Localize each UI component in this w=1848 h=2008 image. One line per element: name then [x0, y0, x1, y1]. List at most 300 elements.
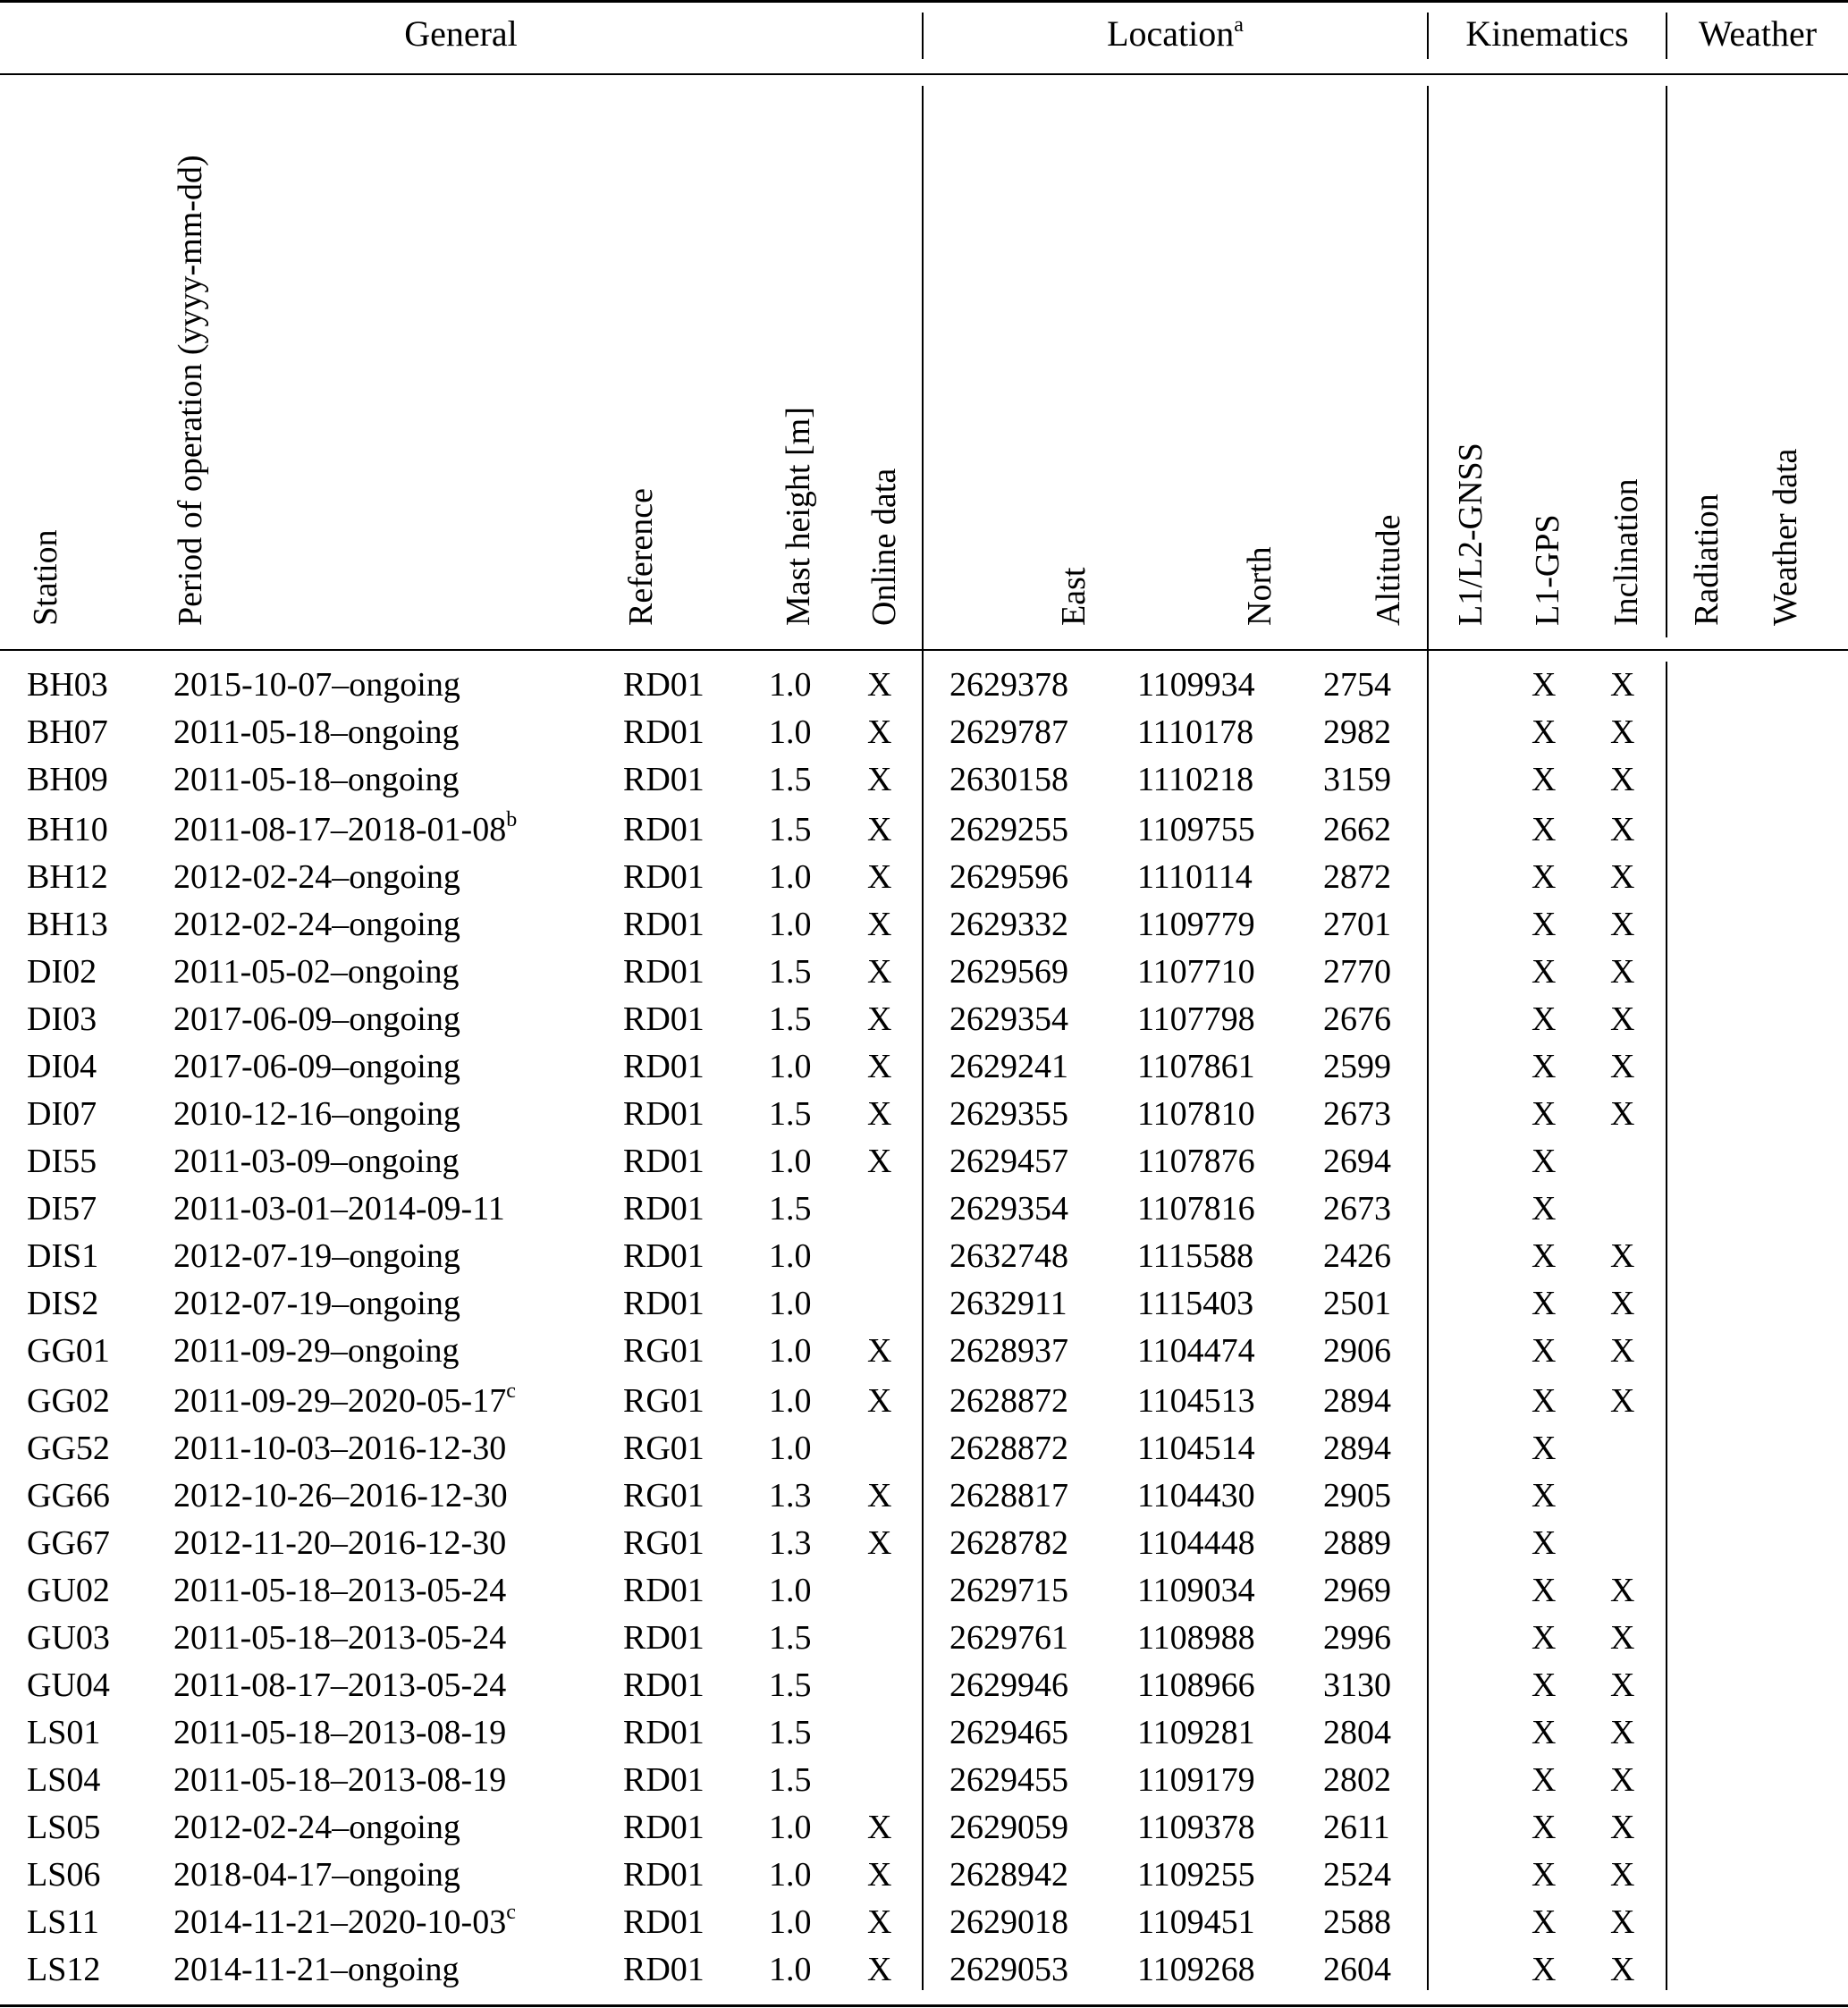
- cell-altitude-value: 2804: [1323, 1714, 1391, 1751]
- cell-north-value: 1109755: [1137, 811, 1255, 848]
- cell-station: [27, 1330, 110, 1371]
- cell-north: [1137, 1141, 1255, 1182]
- cell-online: [867, 904, 891, 945]
- cell-east: [949, 1665, 1068, 1706]
- cell-altitude-value: 2982: [1323, 713, 1391, 751]
- cell-reference-value: RD01: [623, 1761, 705, 1799]
- cell-north-value: 1109378: [1137, 1809, 1255, 1846]
- cell-station-value: DI03: [27, 1000, 97, 1038]
- cell-gps: [1532, 712, 1556, 753]
- cell-reference: [623, 1188, 705, 1229]
- col-reference: Reference: [622, 488, 660, 626]
- cell-period-value: 2011-10-03–2016-12-30: [173, 1430, 507, 1467]
- cell-altitude: [1323, 712, 1391, 753]
- cell-reference-value: RD01: [623, 1048, 705, 1085]
- cell-reference-value: RD01: [623, 1000, 705, 1038]
- cell-altitude: [1323, 1330, 1391, 1371]
- cell-reference: [623, 1759, 705, 1801]
- cell-altitude-value: 2754: [1323, 666, 1391, 704]
- cell-east-value: 2629787: [949, 713, 1068, 751]
- cell-gps-value: X: [1532, 1190, 1557, 1228]
- cell-station-value: GG02: [27, 1382, 110, 1420]
- cell-reference: [623, 1807, 705, 1848]
- cell-east: [949, 1854, 1068, 1895]
- cell-east-value: 2629596: [949, 858, 1068, 896]
- cell-east: [949, 1380, 1068, 1422]
- cell-station: [27, 1807, 100, 1848]
- cell-station: [27, 1093, 97, 1135]
- col-station: Station: [27, 529, 64, 626]
- cell-mast: [769, 1093, 812, 1135]
- footnote-marker: c: [506, 1379, 516, 1404]
- cell-gps-value: X: [1532, 713, 1557, 751]
- cell-station-value: BH07: [27, 713, 108, 751]
- cell-north: [1137, 1665, 1255, 1706]
- cell-inclination-value: X: [1610, 713, 1635, 751]
- cell-mast-value: 1.0: [769, 1809, 812, 1846]
- cell-inclination-value: X: [1610, 1095, 1635, 1133]
- cell-period: [173, 1380, 516, 1422]
- cell-altitude-value: 2770: [1323, 953, 1391, 991]
- cell-period: [173, 1665, 506, 1706]
- cell-altitude: [1323, 1475, 1391, 1516]
- cell-period: [173, 1570, 506, 1611]
- cell-north: [1137, 1712, 1255, 1753]
- cell-period: [173, 1523, 506, 1564]
- cell-reference-value: RD01: [623, 906, 705, 943]
- cell-period-value: 2012-11-20–2016-12-30: [173, 1524, 507, 1562]
- cell-period-value: 2012-07-19–ongoing: [173, 1237, 460, 1275]
- col-l1-gps: L1-GPS: [1529, 514, 1566, 626]
- cell-altitude: [1323, 1188, 1391, 1229]
- cell-gps: [1532, 664, 1556, 705]
- cell-inclination: [1610, 759, 1634, 800]
- cell-north-value: 1109268: [1137, 1951, 1255, 1988]
- cell-altitude: [1323, 1617, 1391, 1658]
- cell-online-value: X: [867, 1477, 892, 1514]
- cell-inclination-value: X: [1610, 953, 1635, 991]
- cell-inclination: [1610, 1380, 1634, 1422]
- cell-gps: [1532, 904, 1556, 945]
- cell-north-value: 1108988: [1137, 1619, 1255, 1657]
- cell-mast-value: 1.3: [769, 1477, 812, 1514]
- cell-station-value: GG01: [27, 1332, 110, 1370]
- cell-gps-value: X: [1532, 1430, 1557, 1467]
- cell-gps: [1532, 1141, 1556, 1182]
- cell-altitude-value: 2872: [1323, 858, 1391, 896]
- cell-reference: [623, 951, 705, 992]
- cell-station-value: GU02: [27, 1572, 110, 1609]
- cell-mast-value: 1.5: [769, 953, 812, 991]
- cell-mast: [769, 1523, 812, 1564]
- footnote-marker: c: [506, 1901, 516, 1925]
- cell-east: [949, 1949, 1068, 1990]
- cell-east-value: 2629455: [949, 1761, 1068, 1799]
- cell-altitude-value: 2524: [1323, 1856, 1391, 1894]
- cell-mast: [769, 999, 812, 1040]
- cell-reference: [623, 1380, 705, 1422]
- cell-east: [949, 1188, 1068, 1229]
- cell-station: [27, 1902, 99, 1943]
- cell-online: [867, 1523, 891, 1564]
- cell-mast: [769, 1236, 812, 1277]
- cell-altitude-value: 2969: [1323, 1572, 1391, 1609]
- cell-mast: [769, 1428, 812, 1469]
- cell-online: [867, 809, 891, 850]
- cell-east: [949, 951, 1068, 992]
- cell-mast: [769, 759, 812, 800]
- cell-altitude-value: 3130: [1323, 1666, 1391, 1704]
- cell-station: [27, 1283, 98, 1324]
- cell-gps-value: X: [1532, 1048, 1557, 1085]
- group-weather-label: Weather: [1698, 13, 1818, 54]
- cell-period-value: 2017-06-09–ongoing: [173, 1048, 460, 1085]
- cell-altitude-value: 2694: [1323, 1143, 1391, 1180]
- cell-station-value: DIS1: [27, 1237, 99, 1275]
- cell-mast-value: 1.5: [769, 1095, 812, 1133]
- cell-east: [949, 809, 1068, 850]
- separator-location-kinematics-body: [1427, 86, 1429, 1990]
- cell-online: [867, 1141, 891, 1182]
- cell-mast: [769, 1949, 812, 1990]
- cell-reference: [623, 856, 705, 898]
- cell-mast: [769, 1188, 812, 1229]
- cell-period-value: 2011-05-18–ongoing: [173, 761, 460, 798]
- col-period: Period of operation (yyyy-mm-dd): [172, 155, 209, 626]
- cell-station-value: LS12: [27, 1951, 101, 1988]
- cell-altitude-value: 2802: [1323, 1761, 1391, 1799]
- cell-period: [173, 1188, 505, 1229]
- cell-north-value: 1110178: [1137, 713, 1254, 751]
- cell-altitude-value: 2701: [1323, 906, 1391, 943]
- cell-gps-value: X: [1532, 1095, 1557, 1133]
- cell-online-value: X: [867, 1856, 892, 1894]
- cell-period: [173, 1949, 459, 1990]
- cell-gps-value: X: [1532, 953, 1557, 991]
- cell-north: [1137, 1093, 1255, 1135]
- cell-gps-value: X: [1532, 811, 1557, 848]
- cell-north-value: 1109034: [1137, 1572, 1255, 1609]
- cell-inclination: [1610, 1283, 1634, 1324]
- cell-station-value: BH12: [27, 858, 108, 896]
- cell-station-value: LS05: [27, 1809, 101, 1846]
- cell-north-value: 1115588: [1137, 1237, 1254, 1275]
- cell-reference: [623, 1902, 705, 1943]
- cell-mast-value: 1.0: [769, 666, 812, 704]
- cell-station-value: BH03: [27, 666, 108, 704]
- cell-gps-value: X: [1532, 761, 1557, 798]
- cell-gps-value: X: [1532, 1524, 1557, 1562]
- cell-east: [949, 1759, 1068, 1801]
- cell-period: [173, 904, 460, 945]
- cell-north-value: 1110218: [1137, 761, 1254, 798]
- cell-station: [27, 1236, 98, 1277]
- cell-period: [173, 1428, 506, 1469]
- group-location: [924, 13, 1427, 55]
- cell-reference-value: RG01: [623, 1524, 705, 1562]
- group-weather: [1667, 13, 1848, 55]
- cell-gps: [1532, 1665, 1556, 1706]
- cell-reference: [623, 1712, 705, 1753]
- cell-mast: [769, 1807, 812, 1848]
- cell-reference: [623, 1330, 705, 1371]
- cell-inclination: [1610, 1330, 1634, 1371]
- cell-north-value: 1107816: [1137, 1190, 1255, 1228]
- cell-online: [867, 1330, 891, 1371]
- cell-north: [1137, 1949, 1255, 1990]
- cell-online-value: X: [867, 1095, 892, 1133]
- cell-inclination: [1610, 1665, 1634, 1706]
- cell-station: [27, 1712, 100, 1753]
- cell-inclination-value: X: [1610, 906, 1635, 943]
- cell-north-value: 1104448: [1137, 1524, 1255, 1562]
- cell-station: [27, 1570, 110, 1611]
- cell-mast: [769, 1712, 812, 1753]
- cell-east-value: 2629946: [949, 1666, 1068, 1704]
- cell-online-value: X: [867, 1524, 892, 1562]
- cell-mast: [769, 809, 812, 850]
- separator-general-location-body: [922, 86, 924, 1990]
- cell-altitude: [1323, 1949, 1391, 1990]
- cell-east-value: 2629332: [949, 906, 1068, 943]
- cell-mast-value: 1.0: [769, 1382, 812, 1420]
- cell-inclination: [1610, 712, 1634, 753]
- cell-station: [27, 712, 108, 753]
- cell-altitude: [1323, 1807, 1390, 1848]
- cell-mast: [769, 1330, 812, 1371]
- cell-station-value: LS01: [27, 1714, 101, 1751]
- cell-inclination: [1610, 1807, 1634, 1848]
- cell-period-value: 2011-08-17–2013-05-24: [173, 1666, 507, 1704]
- cell-east-value: 2629378: [949, 666, 1068, 704]
- cell-altitude-value: 3159: [1323, 761, 1391, 798]
- cell-mast: [769, 1665, 812, 1706]
- cell-station-value: GG66: [27, 1477, 110, 1514]
- cell-reference: [623, 1570, 705, 1611]
- cell-altitude: [1323, 759, 1391, 800]
- cell-period: [173, 856, 460, 898]
- cell-altitude: [1323, 1046, 1391, 1087]
- cell-reference: [623, 1093, 705, 1135]
- cell-mast: [769, 1380, 812, 1422]
- cell-inclination-value: X: [1610, 761, 1635, 798]
- header-rule: [0, 649, 1848, 651]
- cell-east: [949, 1428, 1068, 1469]
- group-kinematics: [1429, 13, 1666, 55]
- cell-gps-value: X: [1532, 1856, 1557, 1894]
- cell-east: [949, 999, 1068, 1040]
- cell-east: [949, 904, 1068, 945]
- group-location-label: Location: [1107, 13, 1235, 54]
- cell-mast: [769, 664, 812, 705]
- cell-east-value: 2629241: [949, 1048, 1068, 1085]
- cell-reference-value: RD01: [623, 1903, 705, 1941]
- cell-east-value: 2632911: [949, 1285, 1067, 1322]
- cell-mast: [769, 1141, 812, 1182]
- cell-north-value: 1104513: [1137, 1382, 1255, 1420]
- cell-north: [1137, 1759, 1255, 1801]
- group-kinematics-label: Kinematics: [1465, 13, 1629, 54]
- cell-east-value: 2628872: [949, 1430, 1068, 1467]
- cell-online-value: X: [867, 1382, 892, 1420]
- cell-reference-value: RD01: [623, 858, 705, 896]
- cell-mast-value: 1.0: [769, 1237, 812, 1275]
- cell-gps: [1532, 1093, 1556, 1135]
- cell-north: [1137, 759, 1253, 800]
- cell-north: [1137, 1380, 1255, 1422]
- cell-mast: [769, 1283, 812, 1324]
- cell-east: [949, 1475, 1068, 1516]
- cell-altitude: [1323, 1141, 1391, 1182]
- cell-station-value: GG67: [27, 1524, 110, 1562]
- cell-north-value: 1107876: [1137, 1143, 1255, 1180]
- cell-online-value: X: [867, 713, 892, 751]
- cell-reference: [623, 1141, 705, 1182]
- cell-period: [173, 999, 460, 1040]
- cell-inclination-value: X: [1610, 1951, 1635, 1988]
- cell-gps: [1532, 1570, 1556, 1611]
- col-l1l2-gnss: L1/L2-GNSS: [1452, 443, 1489, 626]
- cell-north-value: 1109281: [1137, 1714, 1255, 1751]
- cell-station-value: GU03: [27, 1619, 110, 1657]
- cell-north-value: 1107710: [1137, 953, 1255, 991]
- cell-inclination: [1610, 664, 1634, 705]
- cell-station-value: LS11: [27, 1903, 99, 1941]
- cell-altitude: [1323, 1854, 1391, 1895]
- cell-altitude: [1323, 1523, 1391, 1564]
- cell-gps: [1532, 809, 1556, 850]
- cell-inclination: [1610, 951, 1634, 992]
- cell-period: [173, 809, 517, 850]
- cell-reference-value: RD01: [623, 713, 705, 751]
- cell-inclination: [1610, 999, 1634, 1040]
- cell-station-value: DI55: [27, 1143, 97, 1180]
- cell-altitude-value: 2673: [1323, 1190, 1391, 1228]
- cell-gps-value: X: [1532, 1332, 1557, 1370]
- cell-reference-value: RD01: [623, 811, 705, 848]
- cell-mast-value: 1.0: [769, 1903, 812, 1941]
- cell-reference-value: RD01: [623, 1572, 705, 1609]
- cell-station: [27, 1949, 100, 1990]
- cell-station: [27, 664, 108, 705]
- cell-inclination: [1610, 1617, 1634, 1658]
- cell-north-value: 1109451: [1137, 1903, 1255, 1941]
- cell-gps-value: X: [1532, 1382, 1557, 1420]
- cell-period: [173, 759, 459, 800]
- cell-station-value: BH10: [27, 811, 108, 848]
- cell-altitude: [1323, 1428, 1391, 1469]
- cell-gps: [1532, 1854, 1556, 1895]
- cell-station: [27, 1428, 110, 1469]
- cell-east: [949, 1283, 1067, 1324]
- cell-north: [1137, 1330, 1255, 1371]
- cell-altitude: [1323, 999, 1391, 1040]
- cell-east-value: 2629354: [949, 1190, 1068, 1228]
- cell-gps: [1532, 1712, 1556, 1753]
- cell-mast-value: 1.5: [769, 761, 812, 798]
- cell-east: [949, 1236, 1068, 1277]
- cell-period-value: 2012-10-26–2016-12-30: [173, 1477, 508, 1514]
- cell-mast-value: 1.0: [769, 1048, 812, 1085]
- cell-reference-value: RD01: [623, 953, 705, 991]
- cell-reference: [623, 1949, 705, 1990]
- cell-period: [173, 1854, 460, 1895]
- cell-online-value: X: [867, 906, 892, 943]
- cell-east: [949, 1523, 1068, 1564]
- cell-inclination-value: X: [1610, 1237, 1635, 1275]
- cell-period-value: 2012-02-24–ongoing: [173, 858, 460, 896]
- cell-gps: [1532, 999, 1556, 1040]
- cell-reference-value: RD01: [623, 1143, 705, 1180]
- cell-altitude-value: 2894: [1323, 1430, 1391, 1467]
- cell-reference: [623, 1283, 705, 1324]
- cell-altitude-value: 2599: [1323, 1048, 1391, 1085]
- cell-east: [949, 1617, 1068, 1658]
- cell-period: [173, 1759, 506, 1801]
- cell-mast: [769, 856, 812, 898]
- cell-online-value: X: [867, 761, 892, 798]
- cell-altitude-value: 2906: [1323, 1332, 1391, 1370]
- cell-inclination-value: X: [1610, 1666, 1635, 1704]
- cell-gps: [1532, 1949, 1556, 1990]
- cell-mast-value: 1.0: [769, 1856, 812, 1894]
- cell-east: [949, 1902, 1068, 1943]
- cell-online-value: X: [867, 953, 892, 991]
- cell-station: [27, 1380, 110, 1422]
- cell-online: [867, 1949, 891, 1990]
- cell-inclination-value: X: [1610, 858, 1635, 896]
- cell-altitude: [1323, 1712, 1391, 1753]
- cell-period-value: 2011-03-01–2014-09-11: [173, 1190, 505, 1228]
- cell-reference: [623, 1665, 705, 1706]
- cell-online: [867, 999, 891, 1040]
- cell-station: [27, 951, 97, 992]
- bottom-rule: [0, 2004, 1848, 2007]
- cell-mast-value: 1.5: [769, 1714, 812, 1751]
- cell-station: [27, 759, 108, 800]
- cell-inclination-value: X: [1610, 1332, 1635, 1370]
- cell-period: [173, 1046, 460, 1087]
- cell-inclination-value: X: [1610, 1856, 1635, 1894]
- cell-online: [867, 664, 891, 705]
- cell-inclination: [1610, 1236, 1634, 1277]
- cell-online-value: X: [867, 1000, 892, 1038]
- cell-north: [1137, 809, 1255, 850]
- cell-mast: [769, 1046, 812, 1087]
- cell-period-value: 2011-05-18–2013-05-24: [173, 1619, 507, 1657]
- cell-mast-value: 1.3: [769, 1524, 812, 1562]
- cell-period-value: 2011-05-18–2013-08-19: [173, 1714, 507, 1751]
- cell-north-value: 1107861: [1137, 1048, 1255, 1085]
- cell-station: [27, 904, 108, 945]
- cell-altitude: [1323, 1570, 1391, 1611]
- cell-mast-value: 1.0: [769, 906, 812, 943]
- cell-inclination: [1610, 1854, 1634, 1895]
- cell-east-value: 2629569: [949, 953, 1068, 991]
- cell-altitude-value: 2673: [1323, 1095, 1391, 1133]
- cell-altitude: [1323, 1236, 1391, 1277]
- cell-reference: [623, 809, 705, 850]
- cell-period: [173, 1236, 460, 1277]
- cell-mast: [769, 1475, 812, 1516]
- cell-gps: [1532, 1283, 1556, 1324]
- cell-east: [949, 856, 1068, 898]
- cell-inclination-value: X: [1610, 1761, 1635, 1799]
- cell-online: [867, 856, 891, 898]
- cell-station: [27, 1188, 97, 1229]
- cell-inclination-value: X: [1610, 1903, 1635, 1941]
- cell-north-value: 1109255: [1137, 1856, 1255, 1894]
